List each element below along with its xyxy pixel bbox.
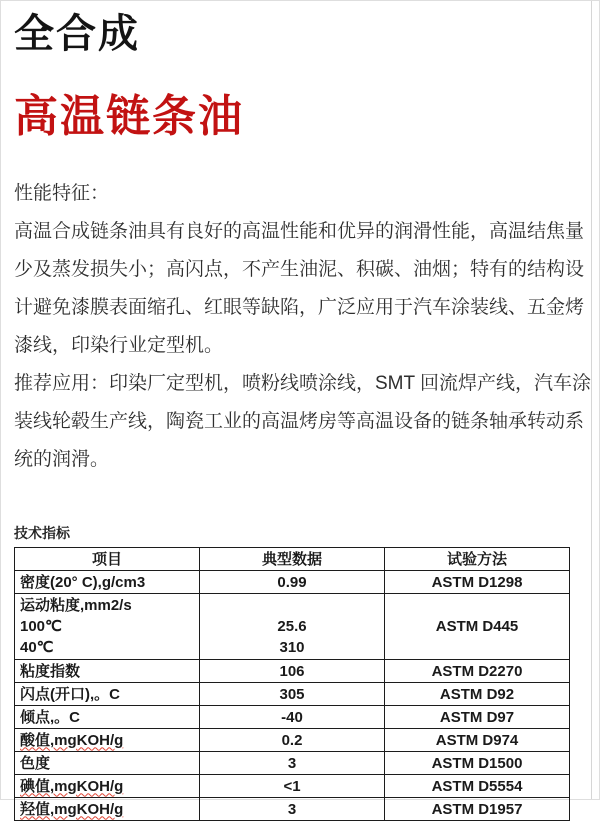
product-name-title: 高温链条油 — [14, 92, 244, 141]
specs-header-row — [15, 548, 570, 571]
spec-label-cell — [15, 798, 200, 821]
spec-row — [15, 775, 570, 798]
spec-row — [15, 798, 570, 821]
spec-label-cell — [15, 752, 200, 775]
spec-label-line: 40℃ — [20, 639, 54, 656]
spec-row — [15, 729, 570, 752]
column-header-test-method: 试验方法 — [385, 548, 570, 571]
spec-method-cell: ASTM D1957 — [385, 798, 570, 821]
specs-table-body — [15, 571, 570, 821]
specs-heading: 技术指标 — [14, 525, 70, 541]
text-line: 高温合成链条油具有良好的高温性能和优异的润滑性能，高温结焦量 — [14, 221, 585, 242]
spec-value-line — [205, 595, 379, 616]
spec-value-cell: 3 — [200, 798, 385, 821]
spec-row — [15, 660, 570, 683]
spec-method-cell: ASTM D445 — [385, 594, 570, 660]
spec-label-cell — [15, 775, 200, 798]
spec-label-text: 闪点(开口),。C — [20, 685, 120, 703]
spec-value-cell: 0.2 — [200, 729, 385, 752]
spec-method-cell: ASTM D2270 — [385, 660, 570, 683]
application-paragraph — [14, 365, 592, 479]
body-text — [14, 175, 592, 479]
spec-value-line: 310 — [279, 639, 305, 656]
spec-method-cell: ASTM D97 — [385, 706, 570, 729]
spec-label-text: 羟值,mgKOH/g — [20, 800, 124, 818]
product-category-title: 全合成 — [14, 12, 140, 56]
text-line: 计避免漆膜表面缩孔、红眼等缺陷，广泛应用于汽车涂装线、五金烤 — [14, 297, 585, 318]
performance-heading: 性能特征： — [14, 183, 110, 204]
spec-row — [15, 571, 570, 594]
performance-paragraph — [14, 213, 585, 365]
spec-method-cell: ASTM D92 — [385, 683, 570, 706]
spec-value-cell: <1 — [200, 775, 385, 798]
spec-value-cell: 3 — [200, 752, 385, 775]
spec-value-cell: 0.99 — [200, 571, 385, 594]
spec-label-cell — [15, 594, 200, 660]
spec-method-cell: ASTM D1500 — [385, 752, 570, 775]
spec-label-text: 倾点,。C — [20, 708, 81, 726]
text-line: 漆线，印染行业定型机。 — [14, 335, 224, 356]
text-line: 推荐应用：印染厂定型机，喷粉线喷涂线，SMT 回流焊产线，汽车涂 — [14, 373, 592, 394]
spec-value-cell: -40 — [200, 706, 385, 729]
column-header-item: 项目 — [15, 548, 200, 571]
spec-label-text: 酸值,mgKOH/g — [20, 731, 124, 749]
spec-label-cell — [15, 571, 200, 594]
spec-label-cell — [15, 729, 200, 752]
spec-label-text: 碘值,mgKOH/g — [20, 777, 124, 795]
text-line: 统的润滑。 — [14, 449, 110, 470]
spec-label-text: 粘度指数 — [20, 662, 81, 680]
spec-row — [15, 594, 570, 660]
spec-method-cell: ASTM D5554 — [385, 775, 570, 798]
spec-value-cell — [200, 594, 385, 660]
spec-row — [15, 706, 570, 729]
frame-border-right — [591, 1, 592, 799]
spec-method-cell: ASTM D974 — [385, 729, 570, 752]
spec-value-line: 25.6 — [277, 618, 307, 635]
spec-label-text: 色度 — [20, 754, 51, 772]
specs-table — [14, 547, 570, 821]
spec-label-cell — [15, 706, 200, 729]
spec-method-cell: ASTM D1298 — [385, 571, 570, 594]
spec-value-cell: 106 — [200, 660, 385, 683]
spec-row — [15, 752, 570, 775]
text-line: 少及蒸发损失小；高闪点，不产生油泥、积碳、油烟；特有的结构设 — [14, 259, 585, 280]
column-header-typical-data: 典型数据 — [200, 548, 385, 571]
spec-value-cell: 305 — [200, 683, 385, 706]
spec-label-cell — [15, 660, 200, 683]
spec-label-cell — [15, 683, 200, 706]
spec-label-text: 密度(20° C),g/cm3 — [20, 573, 146, 591]
spec-label-line: 运动粘度,mm2/s — [20, 597, 132, 614]
spec-row — [15, 683, 570, 706]
text-line: 装线轮毂生产线，陶瓷工业的高温烤房等高温设备的链条轴承转动系 — [14, 411, 585, 432]
spec-label-line: 100℃ — [20, 618, 62, 635]
